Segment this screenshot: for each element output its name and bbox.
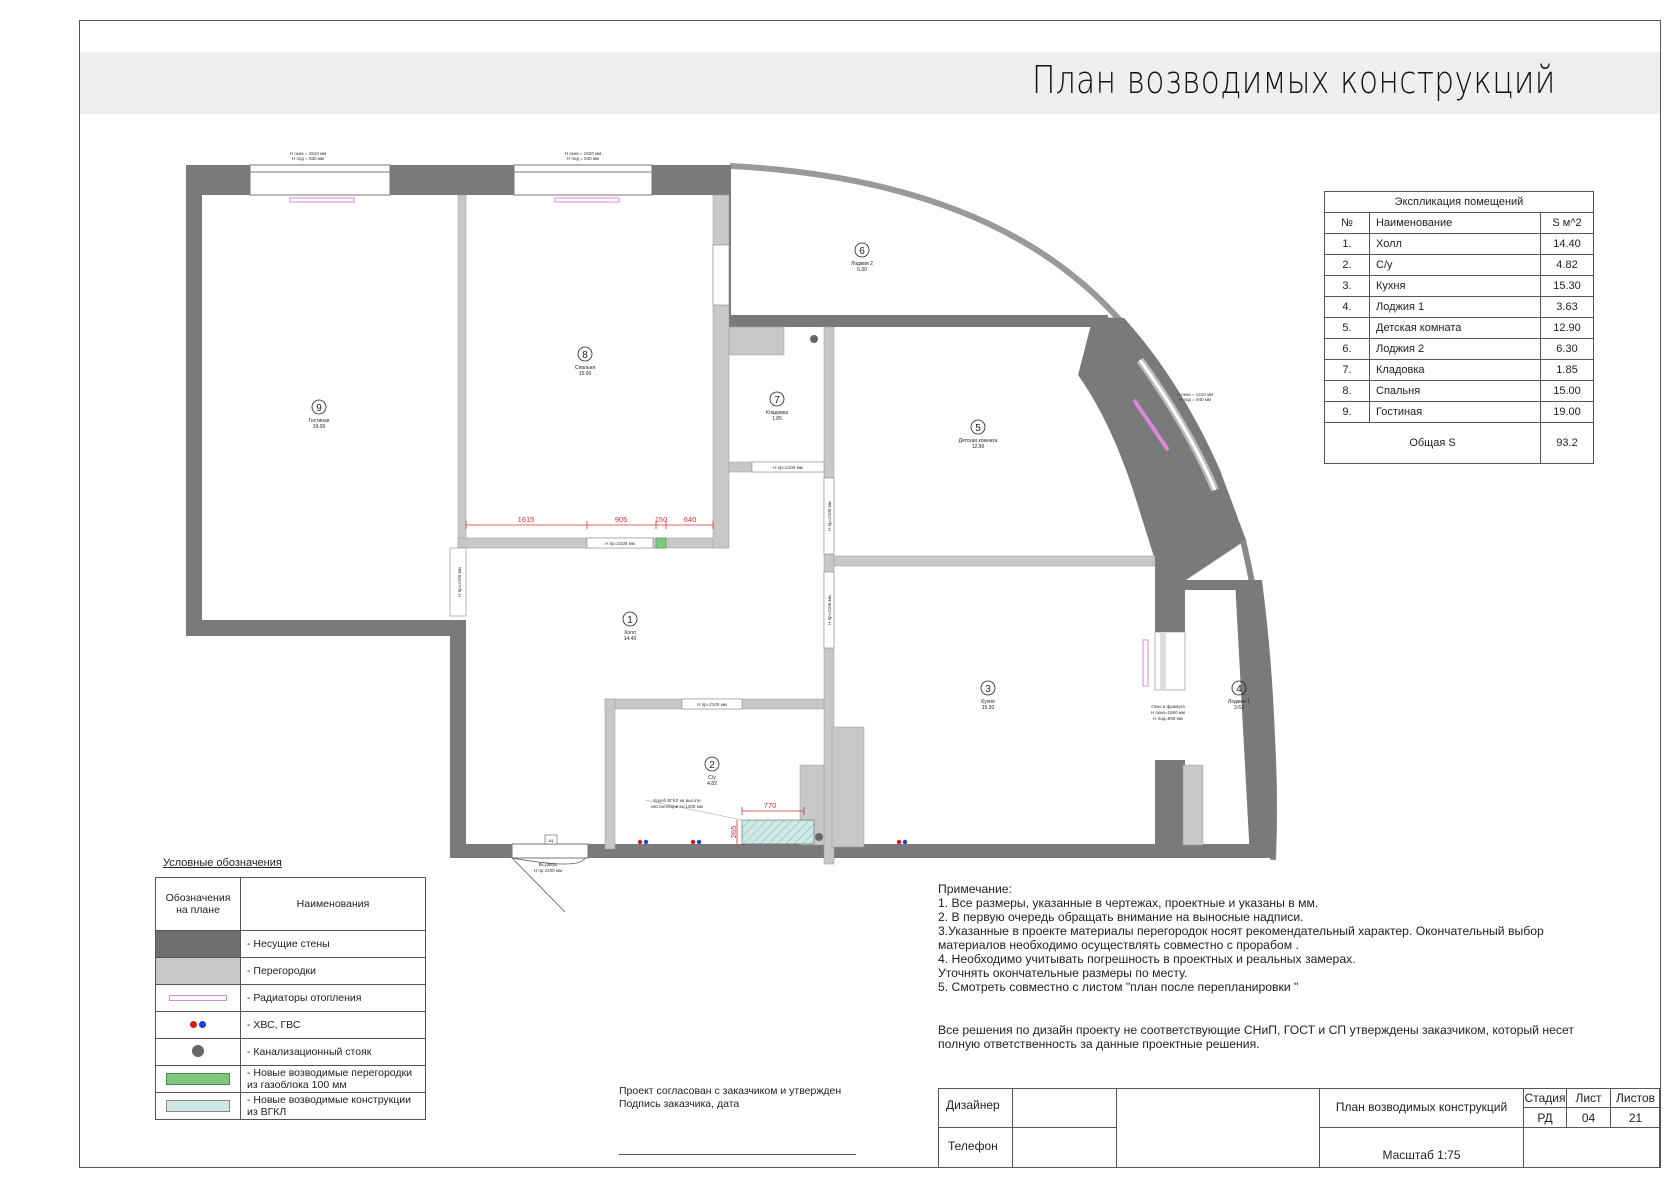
- bath-box-height: инсталляции Н=1200 мм: [651, 804, 703, 809]
- legend-swatch-stack: [156, 1039, 241, 1066]
- water-hot-icon: [190, 1021, 197, 1028]
- shield-label: Щ: [549, 838, 553, 843]
- svg-text:4: 4: [1236, 684, 1242, 695]
- svg-text:3.63: 3.63: [1234, 705, 1244, 711]
- explication-table: [1324, 191, 1594, 464]
- explication-total-value: 93.2: [1541, 423, 1594, 464]
- svg-text:3: 3: [985, 684, 991, 695]
- svg-text:9: 9: [316, 403, 322, 414]
- svg-text:Холл: Холл: [624, 630, 636, 636]
- window1-sill: Н под = 830 мм: [291, 156, 325, 161]
- kitchen-window-sill: Н под=900 мм: [1153, 716, 1183, 721]
- stamp-scale: Масштаб 1:75: [1320, 1128, 1524, 1168]
- svg-text:Гостиная: Гостиная: [308, 418, 330, 424]
- loggia2-curved-glazing: [730, 166, 1124, 325]
- legend-row-partition: - Перегородки: [156, 958, 426, 985]
- svg-text:7: 7: [774, 395, 780, 406]
- entry-door-label: Вх.дверь: [538, 862, 558, 867]
- window2-height: Н окна = 1520 мм: [564, 151, 602, 156]
- svg-text:6.30: 6.30: [857, 267, 867, 273]
- dimension-1615: 1615: [517, 515, 535, 524]
- water-hot-icon: [691, 840, 695, 844]
- svg-text:19.00: 19.00: [312, 424, 326, 430]
- water-cold-icon: [697, 840, 701, 844]
- stamp-phone-value: [1013, 1128, 1117, 1168]
- window2-sill: Н под = 840 мм: [566, 156, 600, 161]
- table-row: 6. Лоджия 2 6.30: [1325, 339, 1594, 360]
- svg-text:2: 2: [709, 760, 715, 771]
- table-row: 7. Кладовка 1.85: [1325, 360, 1594, 381]
- svg-text:С/у: С/у: [708, 775, 716, 781]
- water-cold-icon: [903, 840, 907, 844]
- svg-text:5: 5: [975, 423, 981, 434]
- svg-text:1.85: 1.85: [772, 416, 782, 422]
- table-row: 9. Гостиная 19.00: [1325, 402, 1594, 423]
- dimension-265: 265: [729, 825, 738, 839]
- entry-door-height: Н пр 2100 мм: [533, 868, 563, 873]
- room-marker-8: [575, 347, 595, 377]
- dimension-640: 640: [683, 515, 697, 524]
- room-marker-7: [766, 392, 788, 422]
- water-cold-icon: [199, 1021, 206, 1028]
- window3-height: Н окна = 1410 мм: [1176, 392, 1214, 397]
- stamp-phone-label: Телефон: [938, 1128, 1013, 1168]
- explication-col-area: S м^2: [1541, 213, 1594, 234]
- legend-row-stack: - Канализационный стояк: [156, 1039, 426, 1066]
- svg-text:Лоджия 1: Лоджия 1: [1228, 699, 1250, 705]
- stamp-sheets: 21: [1611, 1108, 1660, 1128]
- approval-text: Проект согласован с заказчиком и утвержден Подпись заказчика, дата: [619, 1085, 842, 1110]
- sewer-stack-icon: [815, 833, 823, 841]
- room-marker-1: [623, 612, 637, 642]
- door-note-kitchen: Н пр=2100 мм: [827, 595, 832, 625]
- dimension-150: 150: [654, 515, 668, 524]
- svg-text:14.40: 14.40: [623, 636, 637, 642]
- svg-text:6: 6: [859, 246, 865, 257]
- door-note-living: Н пр=2100 мм: [457, 567, 462, 597]
- room-marker-5: [959, 420, 998, 450]
- kitchen-window-height: Н окна=1660 мм: [1150, 710, 1186, 715]
- signature-line: [619, 1154, 856, 1155]
- explication-title: Экспликация помещений: [1325, 192, 1594, 213]
- svg-text:Кухня: Кухня: [981, 699, 995, 705]
- room-marker-2: [705, 757, 719, 787]
- stamp-stage: РД: [1524, 1108, 1567, 1128]
- notes-block: Примечание: 1. Все размеры, указанные в чертежах, проектные и указаны в мм. 2. В первую очередь обращать внимание на выносные надписи. 3.Указанные в проекте материалы перегородок носят рекомендательный характер. Окончательный выбор материалов необходимо осуществлять совместно с прорабом . 4. Необходимо учитывать погрешность в проектных и реальных замерах. Уточнять окончательные размеры по месту. 5. Смотреть совместно с листом "план после перепланировки ": [938, 882, 1544, 994]
- table-row: 8. Спальня 15.00: [1325, 381, 1594, 402]
- room-marker-3: [981, 681, 995, 711]
- stamp-stage-label: Стадия: [1524, 1088, 1567, 1108]
- explication-col-name: Наименование: [1370, 213, 1541, 234]
- room-marker-6: [851, 243, 873, 273]
- bearing-walls: [186, 165, 1276, 858]
- door-note-bedroom: Н пр=2100 мм: [605, 541, 635, 546]
- kitchen-window-note: Окно и фрамуга: [1151, 704, 1185, 709]
- table-row: 3. Кухня 15.30: [1325, 276, 1594, 297]
- new-gasblock-partition: [656, 538, 666, 548]
- stamp-blank: [1117, 1088, 1320, 1168]
- legend-table: [155, 877, 426, 1120]
- svg-text:Кладовка: Кладовка: [765, 410, 789, 416]
- stamp-designer-value: [1013, 1088, 1117, 1128]
- curved-bearing-wall: [1078, 317, 1246, 582]
- table-row: 5. Детская комната 12.90: [1325, 318, 1594, 339]
- stamp-sheet-label: Лист: [1567, 1088, 1611, 1108]
- legend-swatch-gasblock: [156, 1066, 241, 1093]
- svg-text:15.00: 15.00: [578, 371, 592, 377]
- dimension-lines: [466, 521, 804, 844]
- water-hot-icon: [897, 840, 901, 844]
- legend-col-symbol: Обозначения на плане: [156, 878, 241, 931]
- svg-text:1: 1: [627, 615, 633, 626]
- legend-col-name: Наименования: [241, 878, 426, 931]
- legend-swatch-bearing: [156, 931, 241, 958]
- bath-box-note: Короб ВГКЛ на высоте: [653, 798, 701, 803]
- sewer-stack-icon: [192, 1045, 204, 1057]
- legend-swatch-water: [156, 1012, 241, 1039]
- table-row: 2. С/у 4.82: [1325, 255, 1594, 276]
- declaration-block: Все решения по дизайн проекту не соответствующие СНиП, ГОСТ и СП утверждены заказчиком, который несет полную ответственность за данные проектные решения.: [938, 1023, 1574, 1051]
- water-cold-icon: [644, 840, 648, 844]
- table-row: 4. Лоджия 1 3.63: [1325, 297, 1594, 318]
- svg-text:15.30: 15.30: [981, 705, 995, 711]
- legend-row-gasblock: - Новые возводимые перегородки из газоблока 100 мм: [156, 1066, 426, 1093]
- sewer-stack-icon: [810, 335, 818, 343]
- door-note-kids: Н пр=2100 мм: [827, 501, 832, 531]
- svg-text:Лоджия 2: Лоджия 2: [851, 261, 873, 267]
- legend-title: Условные обозначения: [163, 857, 282, 869]
- stamp-designer-label: Дизайнер: [938, 1088, 1013, 1128]
- legend-row-radiator: - Радиаторы отопления: [156, 985, 426, 1012]
- sheet-title: План возводимых конструкций: [1032, 58, 1556, 102]
- window3-sill: Н под = 940 мм: [1178, 397, 1212, 402]
- water-hot-icon: [638, 840, 642, 844]
- dimension-905: 905: [614, 515, 628, 524]
- room-marker-9: [309, 400, 330, 430]
- stamp-sheet: 04: [1567, 1108, 1611, 1128]
- explication-total-label: Общая S: [1325, 423, 1541, 464]
- svg-text:4.82: 4.82: [707, 781, 717, 787]
- svg-text:Детская комната: Детская комната: [958, 438, 998, 444]
- legend-row-gkl: - Новые возводимые конструкции из ВГКЛ: [156, 1093, 426, 1120]
- explication-col-num: №: [1325, 213, 1370, 234]
- svg-text:12.90: 12.90: [971, 444, 985, 450]
- legend-swatch-radiator: [156, 985, 241, 1012]
- stamp-title: План возводимых конструкций: [1320, 1088, 1524, 1128]
- window1-height: Н окна = 1510 мм: [289, 151, 327, 156]
- door-note-bath: Н пр=2100 мм: [697, 702, 727, 707]
- legend-swatch-gkl: [156, 1093, 241, 1120]
- legend-row-bearing: - Несущие стены: [156, 931, 426, 958]
- svg-text:8: 8: [582, 350, 588, 361]
- door-note-storage: Н пр=2100 мм: [773, 465, 803, 470]
- legend-row-water: - ХВС, ГВС: [156, 1012, 426, 1039]
- title-block: [938, 1088, 1660, 1168]
- stamp-sheets-label: Листов: [1611, 1088, 1660, 1108]
- table-row: 1. Холл 14.40: [1325, 234, 1594, 255]
- dimension-770: 770: [763, 801, 777, 810]
- new-gkl-box: [742, 820, 814, 844]
- legend-swatch-partition: [156, 958, 241, 985]
- svg-text:Спальня: Спальня: [574, 365, 596, 371]
